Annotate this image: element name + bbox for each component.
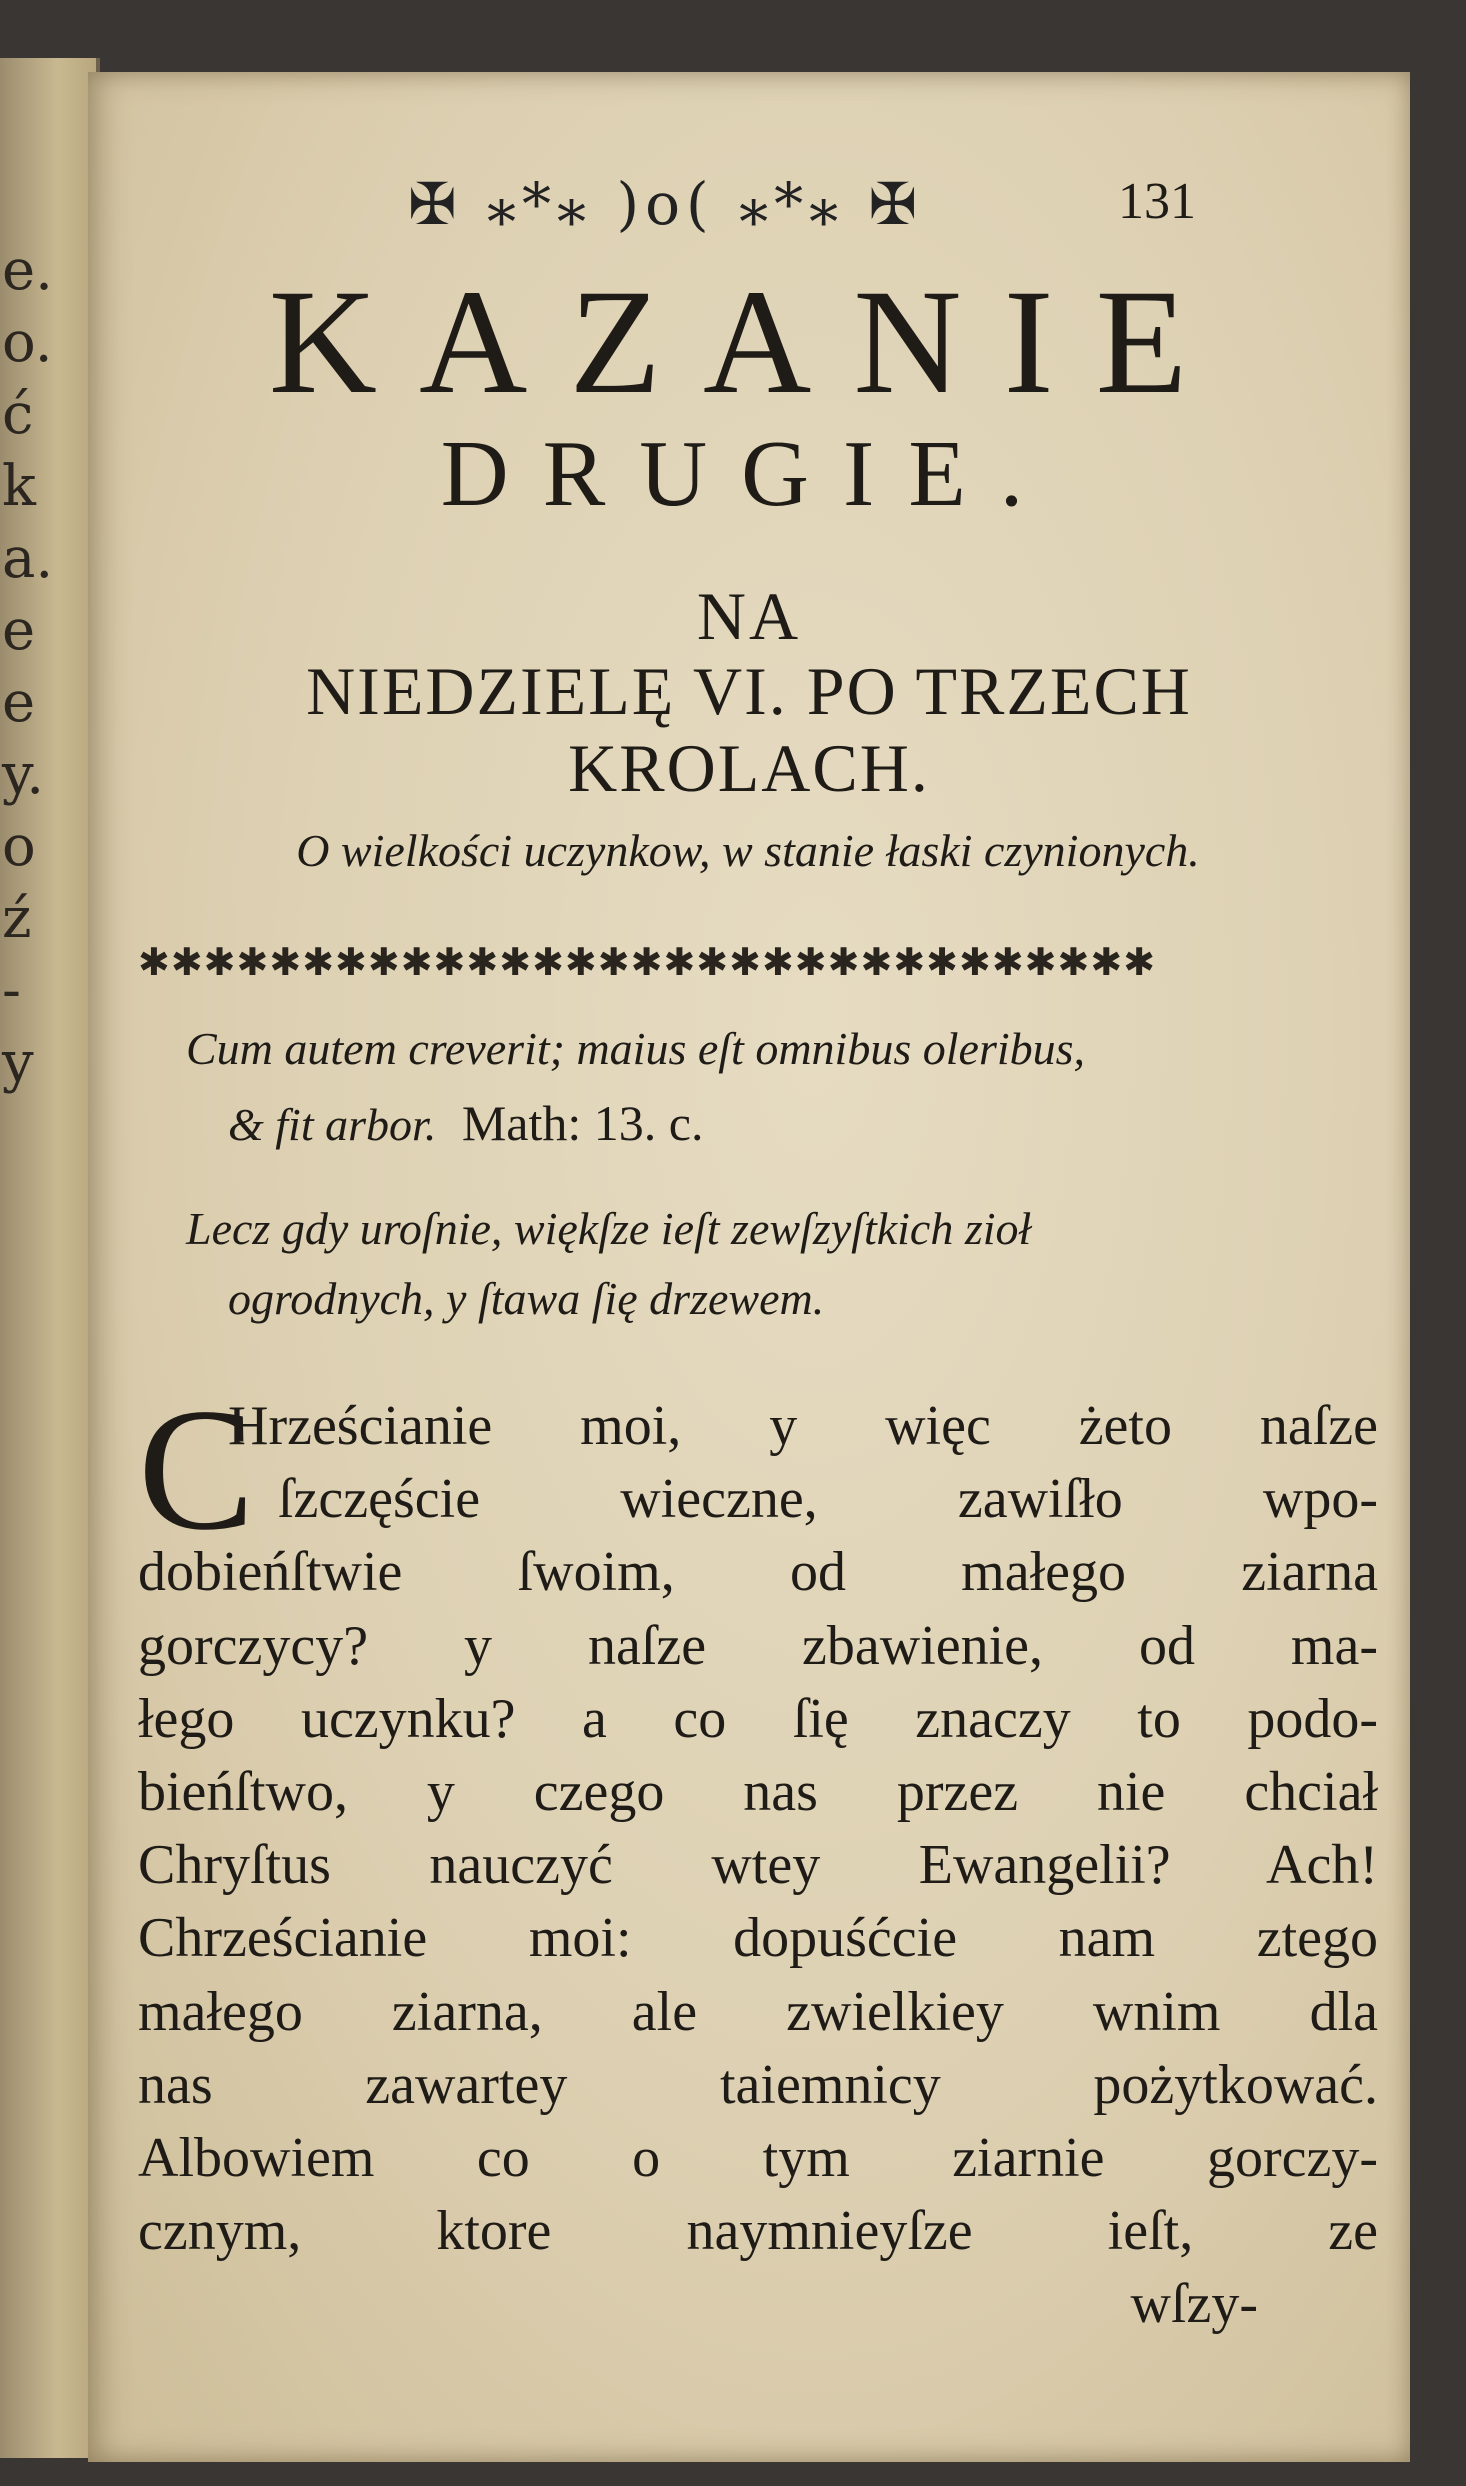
scripture-reference: Math: 13. c. bbox=[461, 1095, 704, 1151]
left-page-edge-letter: y bbox=[2, 1030, 34, 1095]
body-line: dobieńſtwie ſwoim, od małego ziarna bbox=[138, 1541, 1378, 1604]
body-line: ſzczęście wieczne, zawiſło wpo- bbox=[278, 1468, 1378, 1531]
left-page-edge-letter: - bbox=[2, 958, 21, 1023]
body-line: bieńſtwo, y czego nas przez nie chciał bbox=[138, 1761, 1378, 1824]
body-line: małego ziarna, ale zwielkiey wnim dla bbox=[138, 1980, 1378, 2043]
body-line: Hrześcianie moi, y więc żeto naſze bbox=[228, 1395, 1378, 1457]
body-paragraph bbox=[138, 1390, 1378, 2342]
book-page bbox=[88, 72, 1410, 2462]
body-line: łego uczynku? a co ſię znaczy to podo- bbox=[138, 1687, 1378, 1750]
left-page-edge-letter: e. bbox=[2, 238, 53, 303]
left-page-edge-letter: ć bbox=[2, 382, 34, 447]
heading-na: NA bbox=[696, 578, 802, 654]
left-page-edge-letter: ź bbox=[2, 886, 32, 951]
left-page-edge-letter: y. bbox=[2, 742, 44, 807]
catchword: wſzy- bbox=[1130, 2273, 1258, 2336]
left-page-edge-letter: o. bbox=[2, 310, 53, 375]
left-page-edge bbox=[0, 58, 100, 2458]
polish-quote-line-2: ogrodnych, y ſtawa ſię drzewem. bbox=[228, 1273, 825, 1324]
body-line: Chryſtus nauczyć wtey Ewangelii? Ach! bbox=[138, 1834, 1378, 1897]
star-divider: ✱✱✱✱✱✱✱✱✱✱✱✱✱✱✱✱✱✱✱✱✱✱✱✱✱✱✱✱✱✱✱ bbox=[138, 940, 1157, 984]
drop-cap: C bbox=[138, 1372, 255, 1566]
latin-quote-line-2-text: & fit arbor. bbox=[228, 1099, 437, 1150]
left-page-edge-letter: o bbox=[2, 814, 36, 879]
sermon-subtitle: O wielkości uczynkow, w stanie łaski czynionych. bbox=[296, 825, 1200, 876]
latin-quote-line-2 bbox=[228, 1094, 703, 1152]
page-number: 131 bbox=[1118, 173, 1196, 230]
left-page-edge-letter: k bbox=[2, 454, 36, 519]
body-line: cznym, ktore naymnieyſze ieſt, ze bbox=[138, 2200, 1378, 2263]
heading-krolach: KROLACH. bbox=[568, 730, 930, 806]
left-page-edge-letter: e bbox=[2, 670, 36, 735]
title-kazanie: KAZANIE bbox=[268, 259, 1230, 425]
polish-quote-line-1: Lecz gdy uroſnie, więkſze ieſt zewſzyſtkich zioł bbox=[186, 1203, 1032, 1254]
header-ornament: ✠ ⁎*⁎ )o( ⁎*⁎ ✠ bbox=[408, 170, 924, 238]
body-line: gorczycy? y naſze zbawienie, od ma- bbox=[138, 1614, 1378, 1677]
body-line: nas zawartey taiemnicy pożytkować. bbox=[138, 2053, 1378, 2116]
left-page-edge-letter: a. bbox=[2, 526, 54, 591]
latin-quote-line-1: Cum autem creverit; maius eſt omnibus oleribus, bbox=[186, 1023, 1086, 1074]
heading-niedziele: NIEDZIELĘ VI. PO TRZECH bbox=[306, 653, 1192, 729]
body-line: Albowiem co o tym ziarnie gorczy- bbox=[138, 2127, 1378, 2190]
left-page-edge-letter: e bbox=[2, 598, 36, 663]
title-drugie: DRUGIE. bbox=[440, 422, 1058, 526]
body-line: Chrześcianie moi: dopuśćcie nam ztego bbox=[138, 1907, 1378, 1970]
